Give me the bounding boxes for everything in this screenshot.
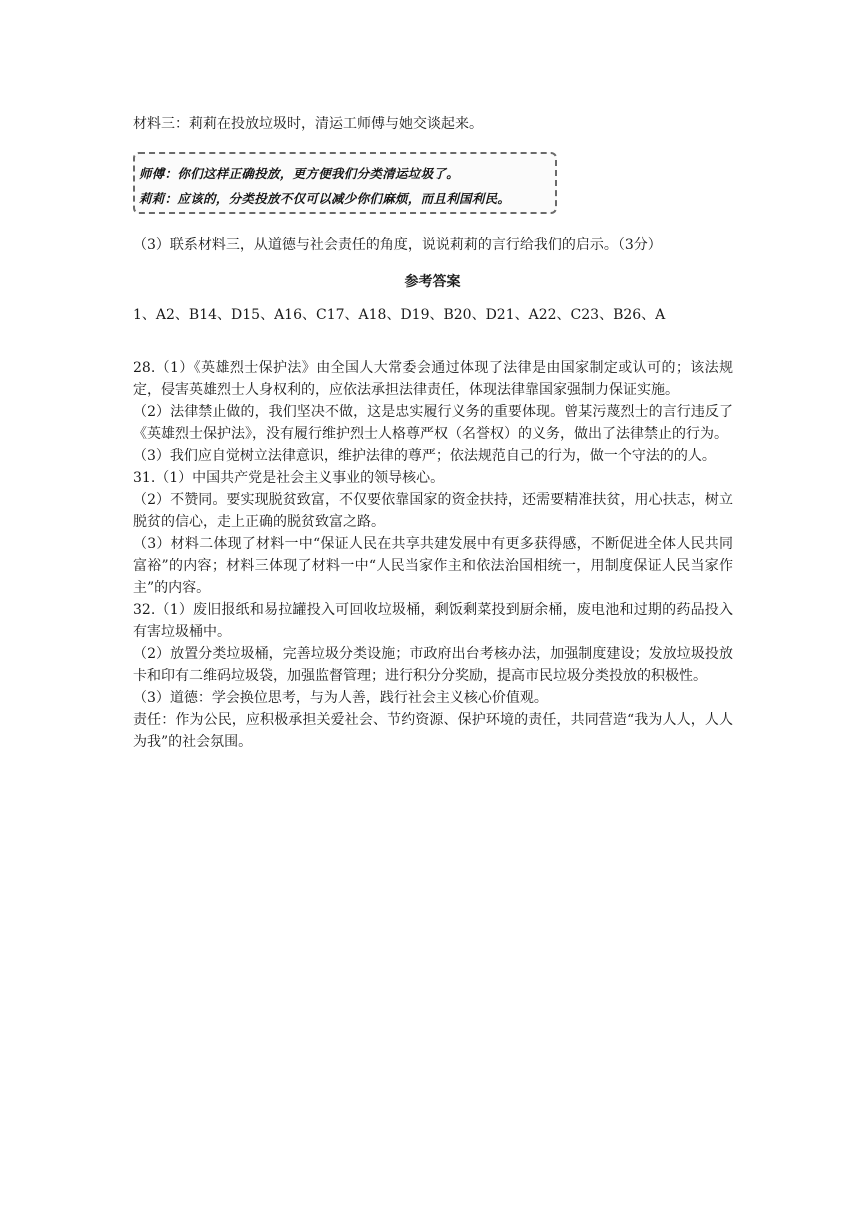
answer-paragraph: （3）道德：学会换位思考，与为人善，践行社会主义核心价值观。 (133, 690, 548, 706)
answer-paragraph: 责任：作为公民，应积极承担关爱社会、节约资源、保护环境的责任，共同营造“我为人人，人人为我”的社会氛围。 (133, 712, 733, 750)
answer-paragraph: 28.（1）《英雄烈士保护法》由全国人大常委会通过体现了法律是由国家制定或认可的；该法规定，侵害英雄烈士人身权利的，应依法承担法律责任，体现法律靠国家强制力保证实施。 (133, 360, 733, 398)
answer-paragraph: （2）放置分类垃圾桶，完善垃圾分类设施；市政府出台考核办法，加强制度建设；发放垃圾投放卡和印有二维码垃圾袋，加强监督管理；进行积分分奖励，提高市民垃圾分类投放的积极性。 (133, 646, 733, 684)
dialog-line-lily: 莉莉：应该的，分类投放不仅可以减少你们麻烦，而且利国利民。 (139, 191, 511, 206)
question-3: （3）联系材料三，从道德与社会责任的角度，说说莉莉的言行给我们的启示。（3分） (133, 237, 662, 253)
answer-paragraph: （2）法律禁止做的，我们坚决不做，这是忠实履行义务的重要体现。曾某污蔑烈士的言行违反了 《英雄烈士保护法》，没有履行维护烈士人格尊严权（名誉权）的义务，做出了法律禁止的行为。 (133, 404, 733, 442)
answer-title: 参考答案 (404, 274, 461, 290)
dialog-line-master: 师傅：你们这样正确投放，更方便我们分类清运垃圾了。 (139, 166, 460, 181)
answer-paragraph: （2）不赞同。要实现脱贫致富，不仅要依靠国家的资金扶持，还需要精准扶贫，用心扶志，树立脱贫的信心，走上正确的脱贫致富之路。 (133, 492, 733, 530)
answer-section (133, 357, 733, 753)
answer-paragraph: 32.（1）废旧报纸和易拉罐投入可回收垃圾桶，剩饭剩菜投到厨余桶，废电池和过期的药品投入有害垃圾桶中。 (133, 602, 733, 640)
dialog-box (133, 152, 557, 214)
material3-intro: 材料三：莉莉在投放垃圾时，清运工师傅与她交谈起来。 (133, 116, 483, 132)
choice-answer-keys: 1、A2、B14、D15、A16、C17、A18、D19、B20、D21、A22、C23、B26、A (133, 307, 666, 323)
answer-paragraph: （3）我们应自觉树立法律意识，维护法律的尊严；依法规范自己的行为，做一个守法的的人。 (133, 448, 716, 464)
answer-paragraph: （3）材料二体现了材料一中“保证人民在共享共建发展中有更多获得感，不断促进全体人民共同富裕”的内容；材料三体现了材料一中“人民当家作主和依法治国相统一，用制度保证人民当家作主”的内容。 (133, 536, 733, 596)
answer-paragraph: 31.（1）中国共产党是社会主义事业的领导核心。 (133, 470, 445, 486)
